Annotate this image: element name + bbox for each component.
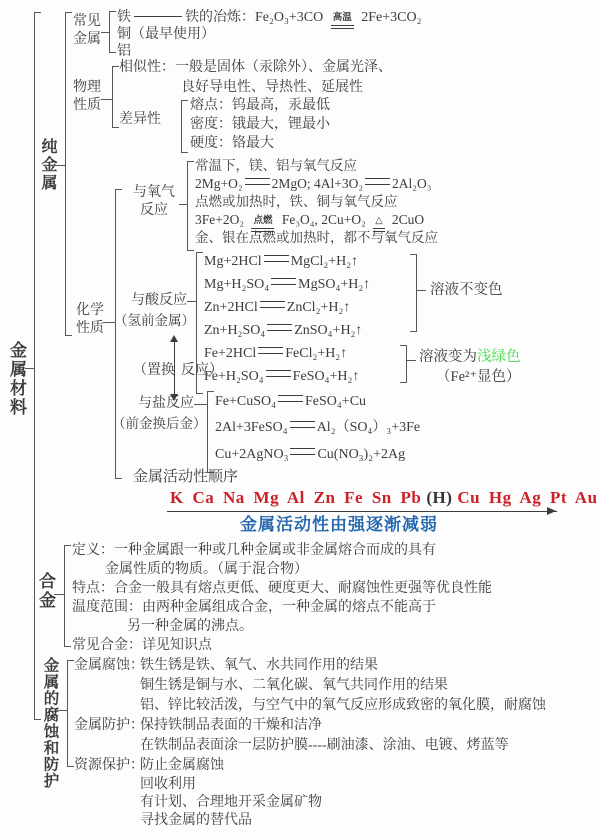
note-no-color-change: 溶液不变色 bbox=[430, 282, 503, 298]
rust-line: 铝、锌比较活泼，与空气中的氧气反应形成致密的氧化膜，耐腐蚀 bbox=[140, 698, 546, 713]
eq-salt: 2Al+3FeSO₄ Al₂（SO₄）₃+3Fe bbox=[215, 420, 421, 435]
salt-connector bbox=[194, 404, 207, 405]
eq-acid: Zn+H₂SO₄ ZnSO₄+H₂↑ bbox=[204, 323, 363, 338]
oxygen-bracket bbox=[187, 161, 194, 251]
label-oxygen-reaction: 与氧气 反应 bbox=[133, 185, 175, 218]
line-similarity-2: 良好导电性、导热性、延展性 bbox=[181, 80, 363, 95]
alloy-bracket bbox=[64, 545, 71, 647]
acid-note1-bracket bbox=[410, 254, 417, 332]
oxygen-line: 2Mg+O₂ 2MgO; 4Al+3O₂ 2Al₂O₃ bbox=[195, 176, 432, 191]
alloy-common: 常见合金：详见知识点 bbox=[72, 638, 212, 653]
alloy-definition-1: 定义：一种金属跟一种或几种金属或非金属熔合而成的具有 bbox=[72, 543, 436, 558]
resource-line: 回收利用 bbox=[140, 777, 196, 792]
line-melting-point: 熔点：钨最高，汞最低 bbox=[190, 98, 330, 113]
oxygen-line: 金、银在点燃或加热时，都不与氧气反应 bbox=[195, 230, 438, 245]
resource-line: 寻找金属的替代品 bbox=[140, 813, 252, 828]
physical-bracket bbox=[112, 66, 119, 128]
root-connector bbox=[25, 368, 34, 369]
pure-connector bbox=[55, 165, 65, 166]
chemical-bracket bbox=[115, 189, 122, 479]
alloy-temp-range-2: 另一种金属的沸点。 bbox=[127, 619, 253, 634]
label-protect: 金属防护： bbox=[74, 718, 144, 733]
line-aluminum: 铝 bbox=[117, 44, 131, 59]
salt-bracket bbox=[207, 391, 214, 473]
activity-axis-arrow bbox=[167, 511, 557, 512]
branch-corrosion-label: 金属的腐蚀和防护 bbox=[41, 657, 59, 789]
line-iron-smelting: 铁 铁的冶炼：Fe₂O₃+3CO 高温 2Fe+3CO₂ bbox=[117, 10, 421, 29]
alloy-feature: 特点：合金一般具有熔点更低、硬度更大、耐腐蚀性更强等优良性能 bbox=[72, 581, 492, 596]
label-acid-reaction: 与酸反应 bbox=[131, 293, 187, 308]
resource-line: 有计划、合理地开采金属矿物 bbox=[140, 795, 322, 810]
physical-connector bbox=[101, 99, 112, 100]
rust-line: 铜生锈是铜与水、二氧化碳、氧气共同作用的结果 bbox=[140, 678, 448, 693]
branch-pure-metal-label: 纯金属 bbox=[39, 138, 56, 192]
common-bracket bbox=[109, 11, 116, 53]
eq-acid: Mg+H₂SO₄ MgSO₄+H₂↑ bbox=[204, 277, 371, 292]
acid-note2-bracket bbox=[400, 345, 407, 383]
series-hydrogen: (H) bbox=[426, 488, 453, 507]
rust-line: 铁生锈是铁、氧气、水共同作用的结果 bbox=[140, 658, 378, 673]
alloy-connector bbox=[54, 594, 64, 595]
eq-acid: Fe+H₂SO₄ FeSO₄+H₂↑ bbox=[204, 369, 360, 384]
label-common-metals: 常见 金属 bbox=[73, 14, 101, 47]
label-displacement-right: 反应） bbox=[181, 363, 223, 378]
oxygen-line: 常温下，镁、铝与氧气反应 bbox=[195, 158, 357, 173]
eq-acid: Mg+2HCl MgCl₂+H₂↑ bbox=[204, 254, 359, 269]
oxygen-line: 点燃或加热时，铁、铜与氧气反应 bbox=[195, 194, 398, 209]
acid-note2-connector bbox=[406, 360, 416, 361]
note-green-solution: 溶液变为浅绿色 bbox=[419, 349, 521, 365]
line-similarity-1: 相似性：一般是固体（汞除外）、金属光泽、 bbox=[119, 60, 392, 75]
pure-bracket bbox=[65, 12, 72, 336]
label-acid-sub: （氢前金属） bbox=[114, 313, 195, 328]
protect-line: 在铁制品表面涂一层防护膜----刷油漆、涂油、电镀、烤蓝等 bbox=[140, 738, 509, 753]
note-fe2-color: （Fe²⁺显色） bbox=[436, 369, 521, 385]
alloy-temp-range-1: 温度范围：由两种金属组成合金，一种金属的熔点不能高于 bbox=[72, 600, 436, 615]
eq-salt: Fe+CuSO₄ FeSO₄+Cu bbox=[215, 394, 367, 409]
acid-note1-connector bbox=[416, 290, 426, 291]
oxygen-line: 3Fe+2O₂ 点燃 Fe₃O₄, 2Cu+O₂ △ 2CuO bbox=[195, 212, 424, 232]
label-chemical-properties: 化学 性质 bbox=[76, 303, 104, 336]
line-hardness: 硬度：铬最大 bbox=[190, 136, 274, 151]
line-density: 密度：锇最大，锂最小 bbox=[190, 117, 330, 132]
label-salt-reaction: 与盐反应 bbox=[138, 396, 194, 411]
label-rust: 金属腐蚀： bbox=[74, 658, 144, 673]
label-resource: 资源保护： bbox=[74, 758, 144, 773]
label-salt-sub: （前金换后金） bbox=[112, 416, 207, 431]
light-green-text: 浅绿色 bbox=[477, 349, 521, 365]
activity-axis-note: 金属活动性由强逐渐减弱 bbox=[240, 515, 438, 534]
protect-line: 保持铁制品表面的干燥和洁净 bbox=[140, 718, 322, 733]
root-bracket bbox=[34, 12, 41, 720]
series-after-h: Cu Hg Ag Pt Au bbox=[457, 488, 598, 507]
eq-salt: Cu+2AgNO₃ Cu(NO₃)₂+2Ag bbox=[215, 447, 406, 462]
branch-alloy-label: 合金 bbox=[36, 572, 55, 610]
difference-bracket bbox=[181, 100, 188, 153]
label-activity-series: 金属活动性顺序 bbox=[133, 469, 239, 485]
alloy-definition-2: 金属性质的物质。（属于混合物） bbox=[105, 562, 308, 577]
eq-acid: Zn+2HCl ZnCl₂+H₂↑ bbox=[204, 300, 351, 315]
corrosion-connector bbox=[59, 710, 67, 711]
label-displacement-left: （置换 bbox=[133, 363, 175, 378]
root-label: 金属材料 bbox=[7, 341, 26, 417]
metal-activity-series bbox=[170, 488, 598, 508]
oxygen-connector bbox=[179, 204, 187, 205]
corrosion-bracket bbox=[67, 660, 74, 767]
common-connector bbox=[101, 32, 109, 33]
eq-acid: Fe+2HCl FeCl₂+H₂↑ bbox=[204, 346, 348, 361]
label-physical-properties: 物理 性质 bbox=[73, 80, 101, 113]
series-before-h: K Ca Na Mg Al Zn Fe Sn Pb bbox=[170, 488, 422, 507]
line-copper: 铜（最早使用） bbox=[117, 27, 215, 42]
resource-line: 防止金属腐蚀 bbox=[140, 758, 224, 773]
acid-connector bbox=[187, 301, 196, 302]
label-difference: 差异性 bbox=[119, 112, 161, 127]
